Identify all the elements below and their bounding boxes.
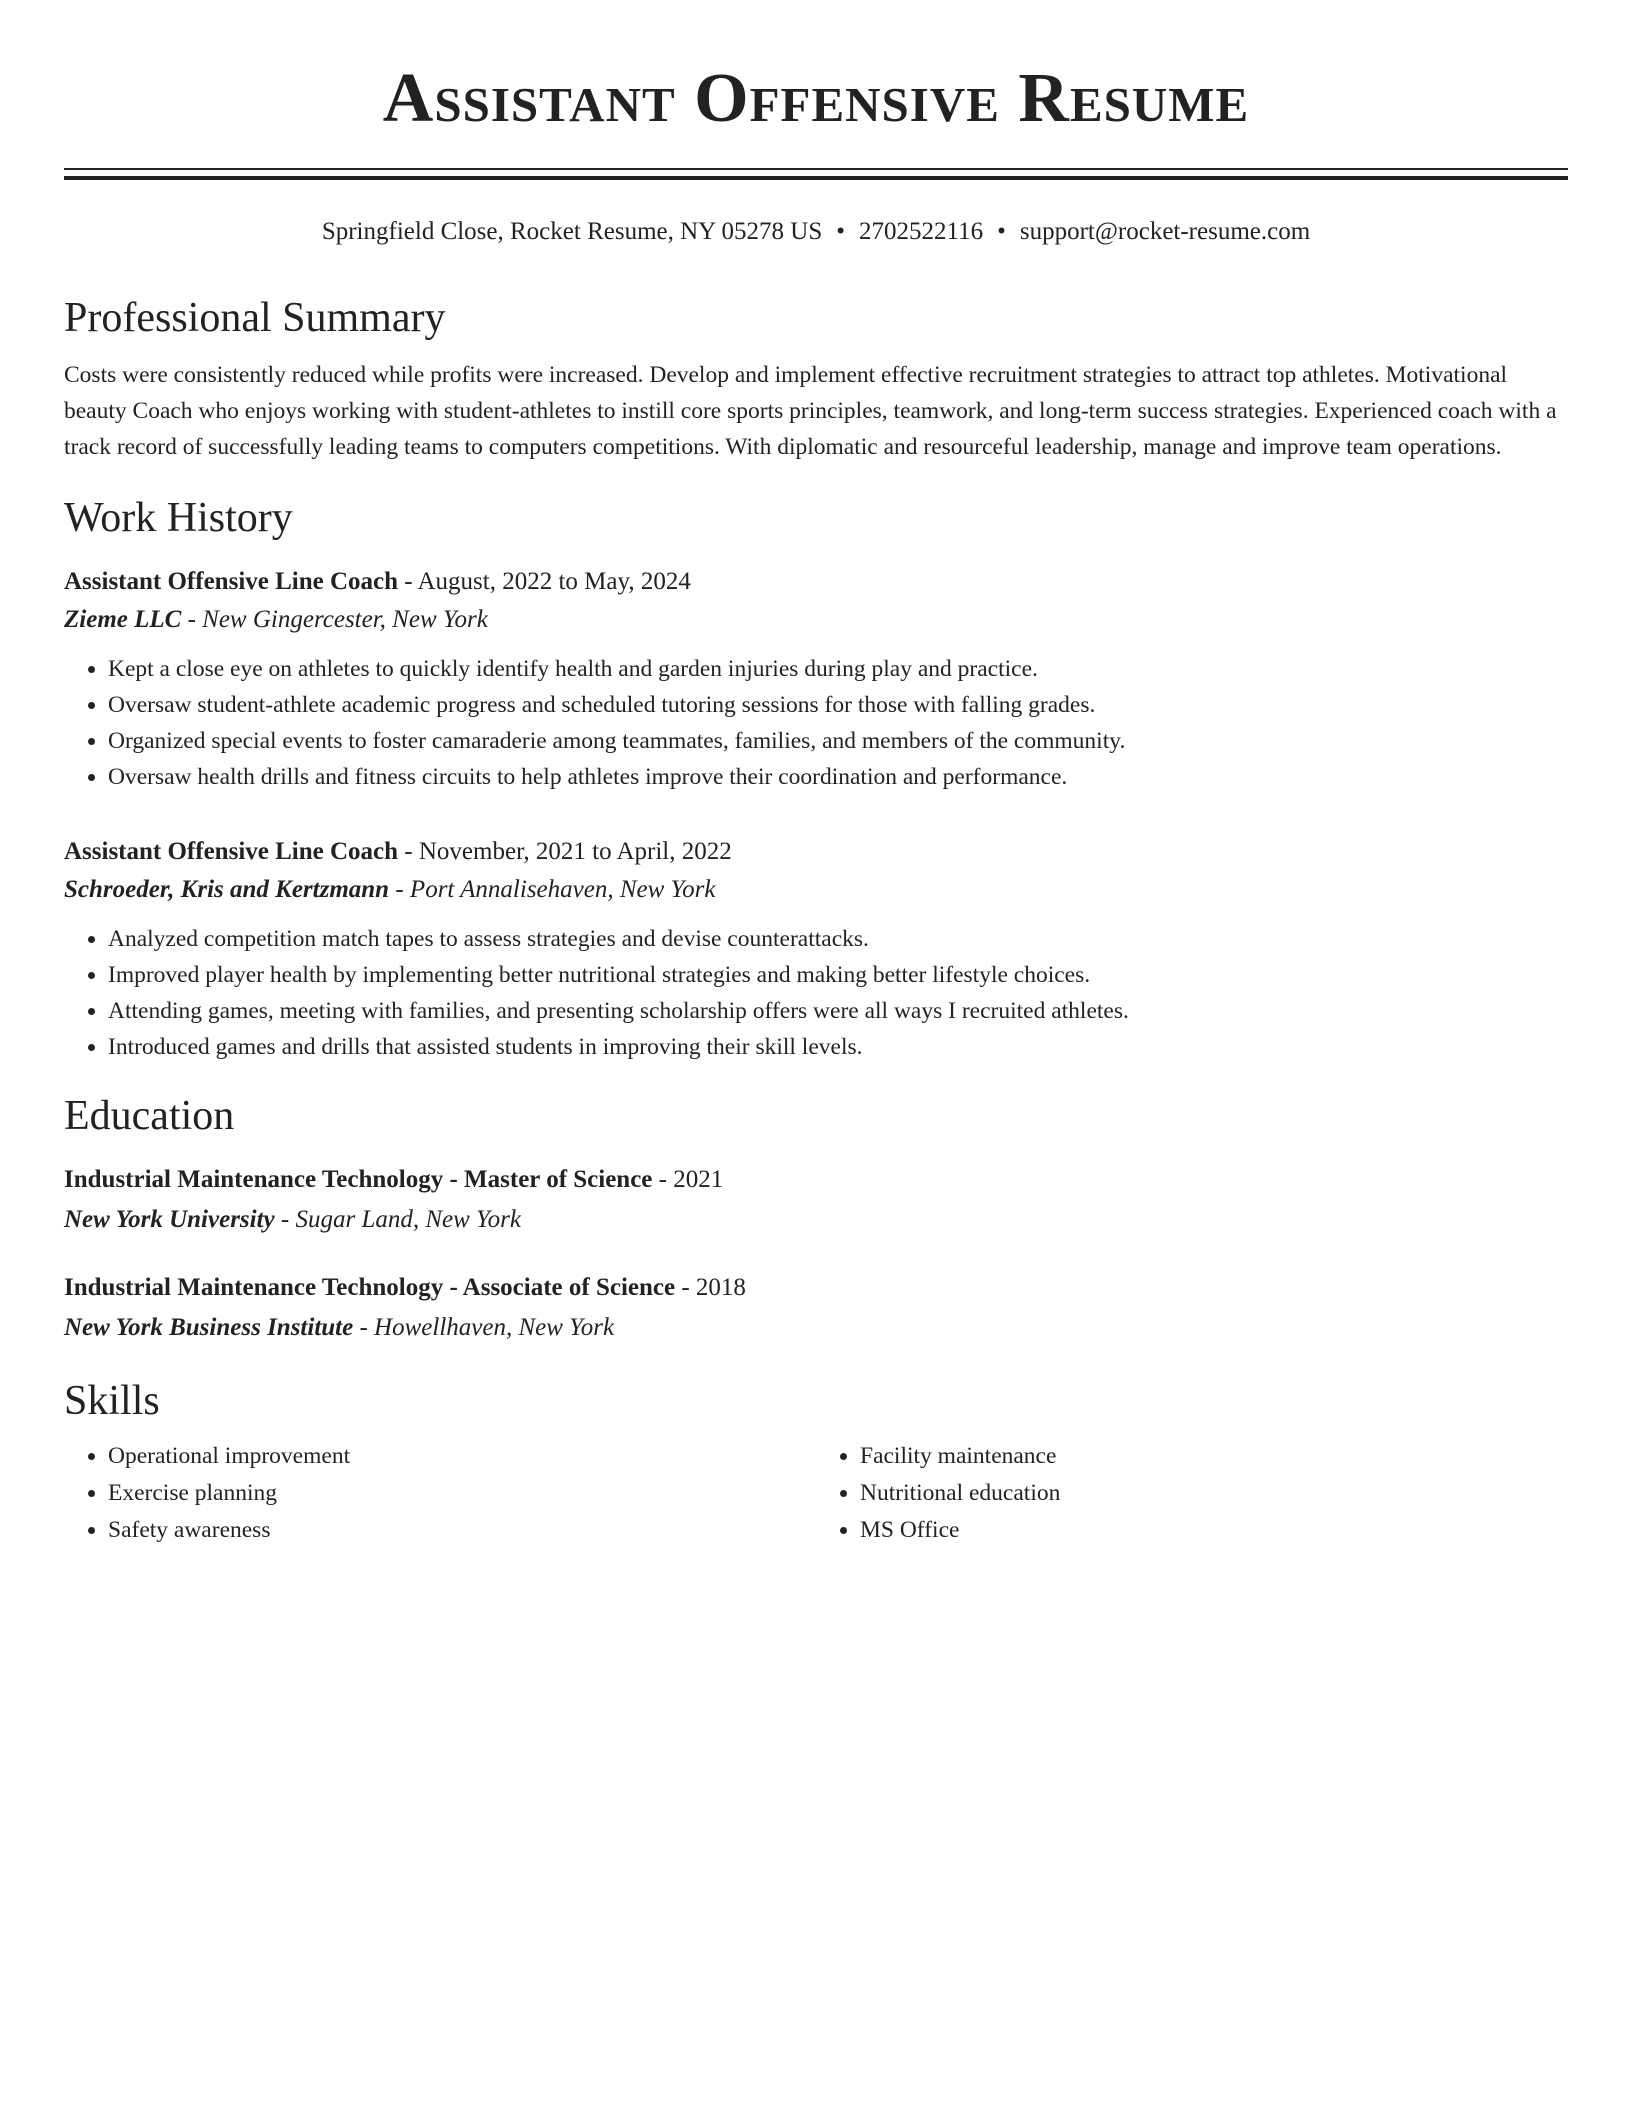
job-entry — [64, 563, 1568, 795]
job-dates: - November, 2021 to April, 2022 — [398, 838, 732, 866]
work-history-heading: Work History — [64, 494, 293, 541]
skills-column-right — [816, 1438, 1568, 1549]
education-year: - 2018 — [675, 1273, 746, 1301]
contact-separator: • — [836, 218, 846, 245]
education-degree-line — [64, 1160, 1568, 1200]
job-company-line — [64, 871, 1568, 909]
education-school: New York University — [64, 1205, 275, 1233]
job-location: - New Gingercester, New York — [181, 606, 488, 634]
skills-grid — [64, 1438, 1568, 1549]
job-bullet: • Introduced games and drills that assisted students in improving their skill levels. — [108, 1029, 1568, 1065]
job-bullet: • Improved player health by implementing better nutritional strategies and making better lifestyle choices. — [108, 957, 1568, 993]
job-company: Zieme LLC — [64, 606, 182, 634]
skill-item: • Safety awareness — [108, 1512, 816, 1549]
education-degree: Industrial Maintenance Technology - Master of Science — [64, 1165, 653, 1193]
divider-thin-line — [64, 168, 1568, 170]
job-dates: - August, 2022 to May, 2024 — [398, 568, 691, 596]
job-title: Assistant Offensive Line Coach — [64, 568, 399, 596]
job-location: - Port Annalisehaven, New York — [389, 876, 716, 904]
job-company-line — [64, 601, 1568, 639]
education-school-line — [64, 1308, 1568, 1348]
education-school: New York Business Institute — [64, 1313, 354, 1341]
job-bullets — [64, 921, 1568, 1065]
contact-phone: 2702522116 — [859, 218, 984, 245]
education-location: - Sugar Land, New York — [274, 1205, 521, 1233]
education-degree: Industrial Maintenance Technology - Associate of Science — [64, 1273, 676, 1301]
skills-list-right — [816, 1438, 1568, 1549]
skills-column-left — [64, 1438, 816, 1549]
job-company: Schroeder, Kris and Kertzmann — [64, 876, 390, 904]
skill-item: • Operational improvement — [108, 1438, 816, 1475]
job-bullet: • Oversaw health drills and fitness circuits to help athletes improve their coordination and performance. — [108, 759, 1568, 795]
job-title: Assistant Offensive Line Coach — [64, 838, 399, 866]
skills-heading: Skills — [64, 1377, 160, 1424]
contact-email: support@rocket-resume.com — [1019, 218, 1311, 245]
divider-thick-line — [64, 176, 1568, 180]
job-bullet: • Analyzed competition match tapes to assess strategies and devise counterattacks. — [108, 921, 1568, 957]
job-title-line — [64, 563, 1568, 601]
job-bullets — [64, 651, 1568, 795]
resume-title: Assistant Offensive Resume — [382, 60, 1250, 137]
skill-item: • Exercise planning — [108, 1475, 816, 1512]
job-title-line — [64, 833, 1568, 871]
skill-item: • MS Office — [860, 1512, 1568, 1549]
job-bullet: • Kept a close eye on athletes to quickly identify health and garden injuries during play and practice. — [108, 651, 1568, 687]
skills-list-left — [64, 1438, 816, 1549]
title-divider — [64, 168, 1568, 180]
contact-separator: • — [997, 218, 1006, 245]
summary-heading: Professional Summary — [64, 294, 446, 341]
job-entry — [64, 833, 1568, 1065]
summary-text: Costs were consistently reduced while profits were increased. Develop and implement effective recruitment strategies to attract top athletes. Motivational beauty Coach who enjoys working with student-athletes to instill core sports principles, teamwork, and long-term success strategies. Experienced coach with a track record of successfully leading teams to computers competitions. With diplomatic and resourceful leadership, manage and improve team operations. — [64, 361, 1557, 460]
job-bullet: • Organized special events to foster camaraderie among teammates, families, and members of the community. — [108, 723, 1568, 759]
skill-item: • Nutritional education — [860, 1475, 1568, 1512]
skill-item: • Facility maintenance — [860, 1438, 1568, 1475]
education-school-line — [64, 1200, 1568, 1240]
job-bullet: • Attending games, meeting with families, and presenting scholarship offers were all ways I recruited athletes. — [108, 993, 1568, 1029]
education-degree-line — [64, 1268, 1568, 1308]
contact-line — [64, 216, 1568, 249]
contact-address: Springfield Close, Rocket Resume, NY 05278 US — [321, 218, 823, 245]
education-year: - 2021 — [652, 1165, 724, 1193]
education-entry — [64, 1160, 1568, 1240]
education-location: - Howellhaven, New York — [353, 1313, 615, 1341]
job-bullet: • Oversaw student-athlete academic progress and scheduled tutoring sessions for those with falling grades. — [108, 687, 1568, 723]
education-heading: Education — [64, 1093, 235, 1140]
education-entry — [64, 1268, 1568, 1348]
